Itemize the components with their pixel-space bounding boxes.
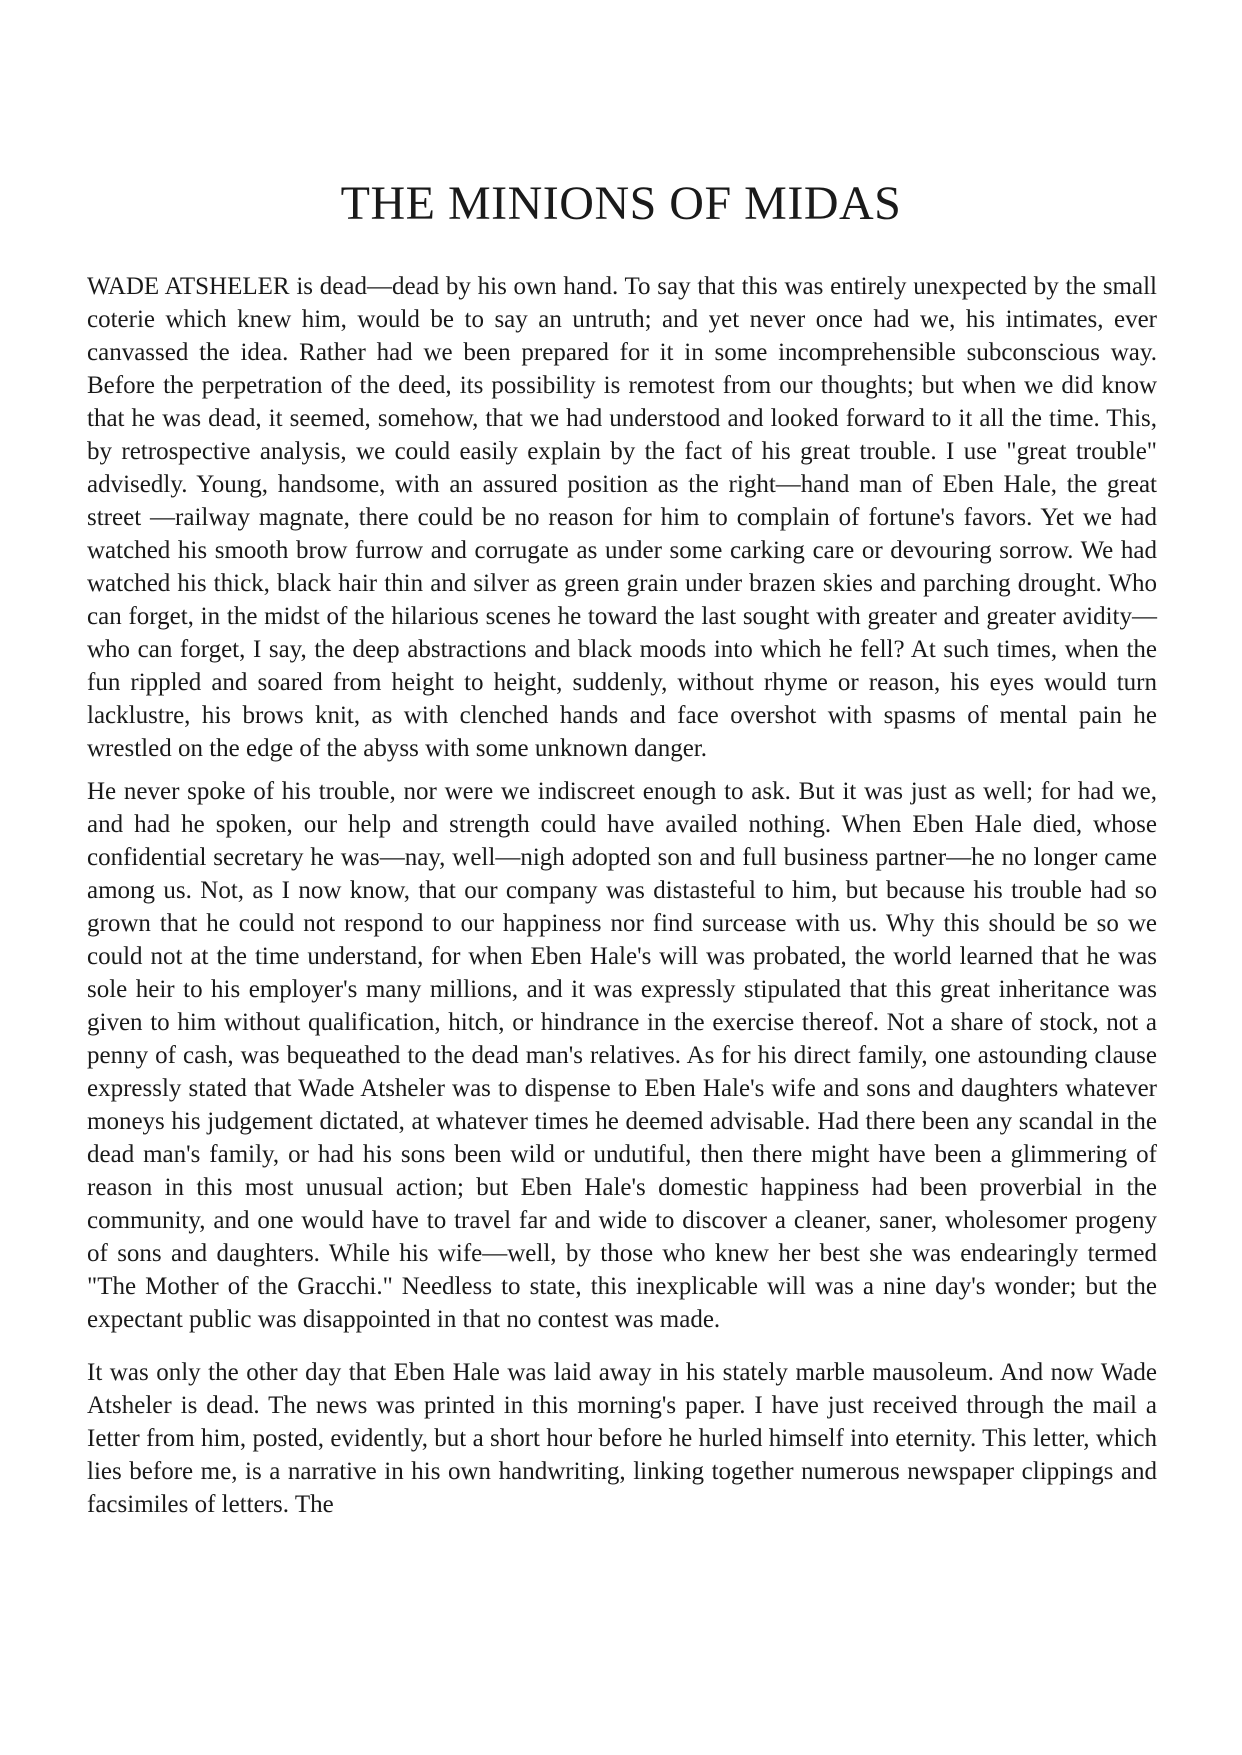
document-body [87,270,1157,1521]
paragraph-1: WADE ATSHELER is dead—dead by his own hand. To say that this was entirely unexpected by the small coterie which knew him, would be to say an untruth; and yet never once had we, his intimates, ever canvassed the idea. Rather had we been prepared for it in some incomprehensible subconscious way. Before the perpetration of the deed, its possibility is remotest from our thoughts; but when we did know that he was dead, it seemed, somehow, that we had understood and looked forward to it all the time. This, by retrospective analysis, we could easily explain by the fact of his great trouble. I use "great trouble" advisedly. Young, handsome, with an assured position as the right—hand man of Eben Hale, the great street —railway magnate, there could be no reason for him to complain of fortune's favors. Yet we had watched his smooth brow furrow and corrugate as under some carking care or devouring sorrow. We had watched his thick, black hair thin and silver as green grain under brazen skies and parching drought. Who can forget, in the midst of the hilarious scenes he toward the last sought with greater and greater avidity—who can forget, I say, the deep abstractions and black moods into which he fell? At such times, when the fun rippled and soared from height to height, suddenly, without rhyme or reason, his eyes would turn lacklustre, his brows knit, as with clenched hands and face overshot with spasms of mental pain he wrestled on the edge of the abyss with some unknown danger. [87,273,1157,762]
page-title: THE MINIONS OF MIDAS [340,177,902,230]
paragraph-2: He never spoke of his trouble, nor were we indiscreet enough to ask. But it was just as well; for had we, and had he spoken, our help and strength could have availed nothing. When Eben Hale died, whose confidential secretary he was—nay, well—nigh adopted son and full business partner—he no longer came among us. Not, as I now know, that our company was distasteful to him, but because his trouble had so grown that he could not respond to our happiness nor find surcease with us. Why this should be so we could not at the time understand, for when Eben Hale's will was probated, the world learned that he was sole heir to his employer's many millions, and it was expressly stipulated that this great inheritance was given to him without qualification, hitch, or hindrance in the exercise thereof. Not a share of stock, not a penny of cash, was bequeathed to the dead man's relatives. As for his direct family, one astounding clause expressly stated that Wade Atsheler was to dispense to Eben Hale's wife and sons and daughters whatever moneys his judgement dictated, at whatever times he deemed advisable. Had there been any scandal in the dead man's family, or had his sons been wild or undutiful, then there might have been a glimmering of reason in this most unusual action; but Eben Hale's domestic happiness had been proverbial in the community, and one would have to travel far and wide to discover a cleaner, saner, wholesomer progeny of sons and daughters. While his wife—well, by those who knew her best she was endearingly termed "The Mother of the Gracchi." Needless to state, this inexplicable will was a nine day's wonder; but the expectant public was disappointed in that no contest was made. [87,778,1157,1333]
paragraph-3: It was only the other day that Eben Hale was laid away in his stately marble mausoleum. And now Wade Atsheler is dead. The news was printed in this morning's paper. I have just received through the mail a Ietter from him, posted, evidently, but a short hour before he hurled himself into eternity. This letter, which lies before me, is a narrative in his own handwriting, linking together numerous newspaper clippings and facsimiles of letters. The [87,1359,1157,1518]
